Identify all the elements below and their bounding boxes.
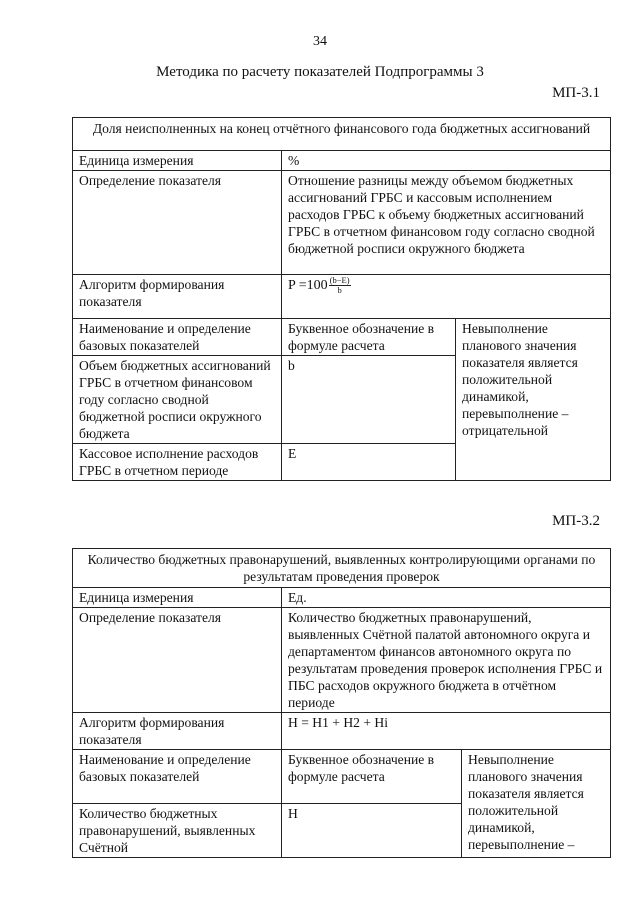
indicator-table-2 xyxy=(72,548,611,858)
unit-value: Ед. xyxy=(282,588,611,608)
indicator-code-1: МП-3.1 xyxy=(552,85,600,101)
indicator-code-2: МП-3.2 xyxy=(552,513,600,529)
base-header-symbol: Буквенное обозначение в формуле расчета xyxy=(282,750,462,804)
unit-value: % xyxy=(282,151,611,171)
definition-label: Определение показателя xyxy=(73,608,282,713)
algorithm-label: Алгоритм формирования показателя xyxy=(73,275,282,319)
base-header-name: Наименование и определение базовых показателей xyxy=(73,750,282,804)
formula-numerator: (b−E) xyxy=(329,275,350,286)
indicator-table-1 xyxy=(72,117,611,481)
base-indicator-symbol: E xyxy=(282,444,456,481)
formula: Н = Н1 + Н2 + Нi xyxy=(282,713,611,750)
base-header-name: Наименование и определение базовых показателей xyxy=(73,319,282,356)
definition-value: Количество бюджетных правонарушений, выявленных Счётной палатой автономного округа и департаментом финансов автономного округа по результатам проведения проверок исполнения ГРБС и ПБС расходов окружного бюджета в отчётном периоде xyxy=(282,608,611,713)
indicator-title: Количество бюджетных правонарушений, выявленных контролирующими органами по результатам проведения проверок xyxy=(73,549,611,588)
evaluation-note: Невыполнение планового значения показателя является положительной динамикой, перевыполнение – xyxy=(462,750,611,858)
base-indicator-symbol: Н xyxy=(282,804,462,858)
base-header-symbol: Буквенное обозначение в формуле расчета xyxy=(282,319,456,356)
base-indicator-name: Объем бюджетных ассигнований ГРБС в отчетном финансовом году согласно сводной бюджетной росписи окружного бюджета xyxy=(73,356,282,444)
page-number: 34 xyxy=(313,34,327,49)
formula-lhs: P =100 xyxy=(288,278,328,293)
indicator-title: Доля неисполненных на конец отчётного финансового года бюджетных ассигнований xyxy=(73,118,611,151)
formula-fraction xyxy=(329,276,351,295)
evaluation-note: Невыполнение планового значения показателя является положительной динамикой, перевыполнение – отрицательной xyxy=(456,319,611,481)
definition-label: Определение показателя xyxy=(73,171,282,275)
document-title: Методика по расчету показателей Подпрограммы 3 xyxy=(156,64,484,80)
unit-label: Единица измерения xyxy=(73,151,282,171)
algorithm-label: Алгоритм формирования показателя xyxy=(73,713,282,750)
formula-denominator: b xyxy=(337,285,342,296)
base-indicator-name: Кассовое исполнение расходов ГРБС в отчетном периоде xyxy=(73,444,282,481)
unit-label: Единица измерения xyxy=(73,588,282,608)
base-indicator-symbol: b xyxy=(282,356,456,444)
base-indicator-name: Количество бюджетных правонарушений, выявленных Счётной xyxy=(73,804,282,858)
formula xyxy=(282,275,611,319)
definition-value: Отношение разницы между объемом бюджетных ассигнований ГРБС и кассовым исполнением расходов ГРБС к объему бюджетных ассигнований ГРБС в отчетном финансовом году согласно сводной бюджетной росписи окружного бюджета xyxy=(282,171,611,275)
